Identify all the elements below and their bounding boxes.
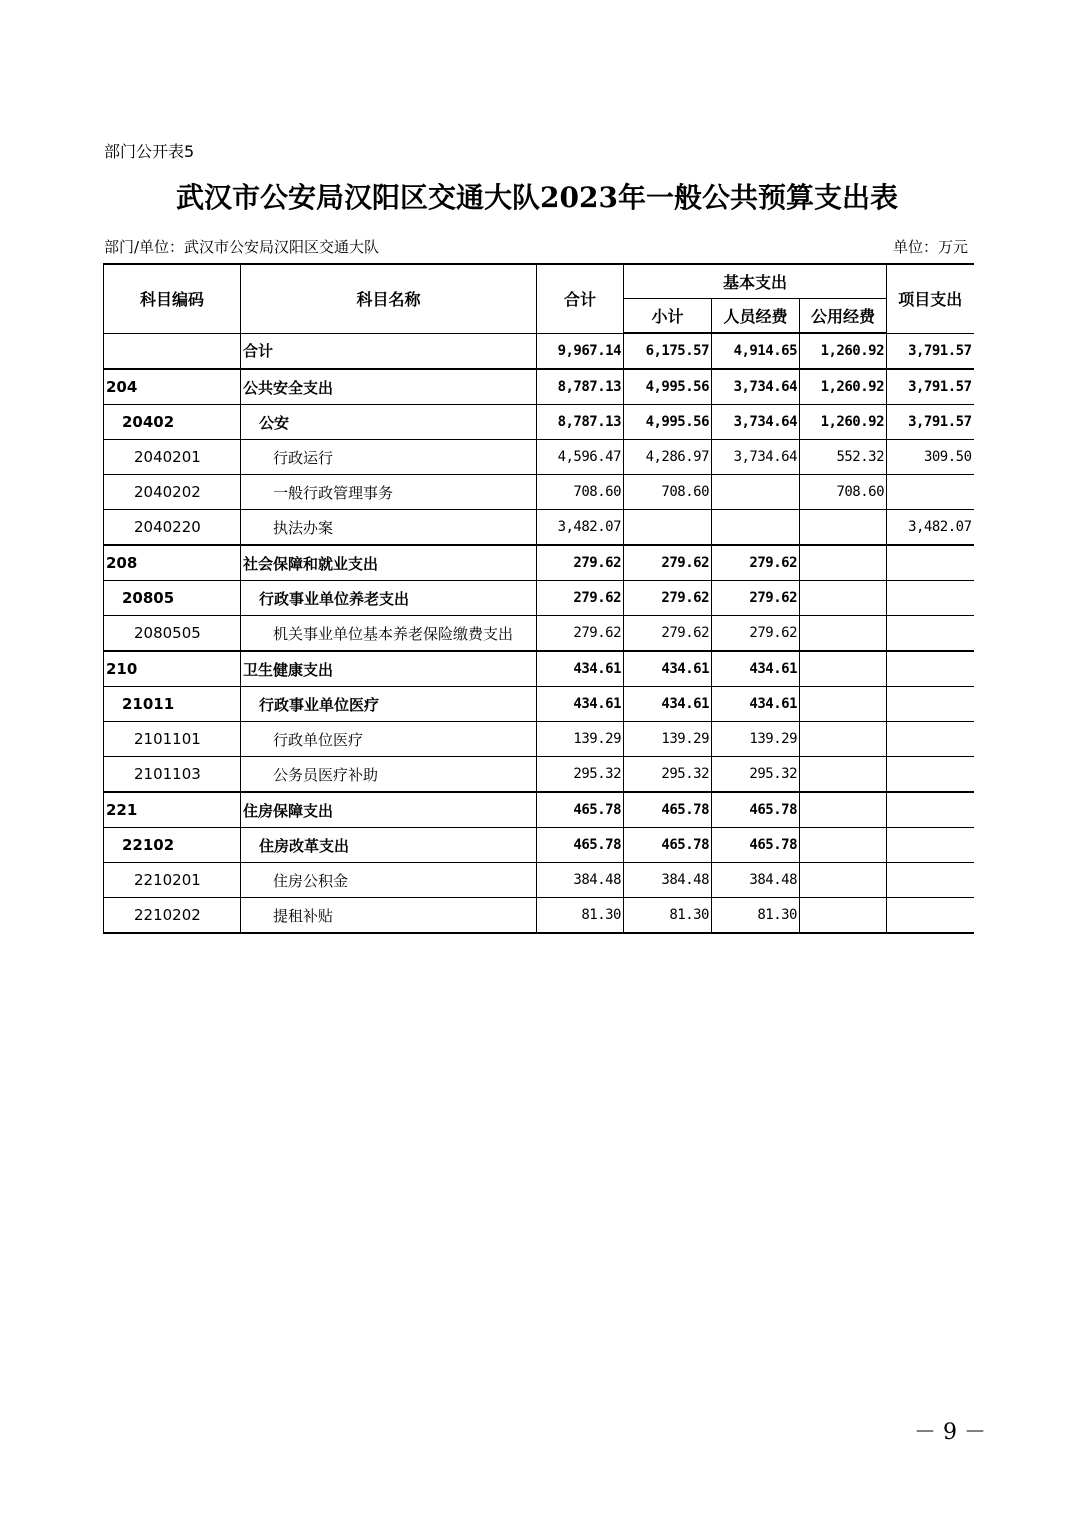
header-subtotal: 小计 xyxy=(624,299,712,334)
cell-total: 465.78 xyxy=(537,828,624,863)
header-basic: 基本支出 xyxy=(624,264,887,299)
cell-code: 2101103 xyxy=(104,757,241,793)
cell-public xyxy=(800,792,887,828)
cell-code: 204 xyxy=(104,369,241,405)
table-row xyxy=(104,687,974,722)
cell-project: 309.50 xyxy=(887,440,974,475)
table-row xyxy=(104,440,974,475)
cell-personnel: 465.78 xyxy=(712,792,800,828)
cell-personnel: 434.61 xyxy=(712,687,800,722)
cell-subtotal: 279.62 xyxy=(624,545,712,581)
form-label: 部门公开表5 xyxy=(104,142,195,161)
cell-project xyxy=(887,475,974,510)
cell-name: 公务员医疗补助 xyxy=(241,757,537,793)
cell-code: 221 xyxy=(104,792,241,828)
cell-name: 一般行政管理事务 xyxy=(241,475,537,510)
cell-project xyxy=(887,581,974,616)
cell-personnel xyxy=(712,475,800,510)
cell-personnel: 384.48 xyxy=(712,863,800,898)
cell-code xyxy=(104,333,241,369)
header-project: 项目支出 xyxy=(887,264,974,333)
table-row xyxy=(104,828,974,863)
cell-total: 8,787.13 xyxy=(537,405,624,440)
cell-project xyxy=(887,651,974,687)
cell-subtotal: 6,175.57 xyxy=(624,333,712,369)
cell-code: 2101101 xyxy=(104,722,241,757)
cell-personnel: 139.29 xyxy=(712,722,800,757)
cell-name: 行政单位医疗 xyxy=(241,722,537,757)
department-label: 部门/单位：武汉市公安局汉阳区交通大队 xyxy=(104,238,380,256)
budget-table xyxy=(103,263,974,934)
cell-subtotal: 4,995.56 xyxy=(624,369,712,405)
cell-name: 执法办案 xyxy=(241,510,537,546)
cell-total: 295.32 xyxy=(537,757,624,793)
cell-public: 1,260.92 xyxy=(800,405,887,440)
page-number: － 9 － xyxy=(914,1420,986,1445)
cell-project xyxy=(887,757,974,793)
table-row xyxy=(104,898,974,934)
cell-total: 434.61 xyxy=(537,651,624,687)
cell-name: 住房保障支出 xyxy=(241,792,537,828)
header-code: 科目编码 xyxy=(104,264,241,333)
cell-project xyxy=(887,545,974,581)
cell-project: 3,791.57 xyxy=(887,405,974,440)
cell-personnel: 279.62 xyxy=(712,581,800,616)
cell-personnel: 3,734.64 xyxy=(712,369,800,405)
cell-personnel xyxy=(712,510,800,546)
unit-label: 单位：万元 xyxy=(892,238,968,256)
cell-name: 住房改革支出 xyxy=(241,828,537,863)
cell-personnel: 434.61 xyxy=(712,651,800,687)
table-row xyxy=(104,722,974,757)
cell-code: 2040201 xyxy=(104,440,241,475)
header-personnel: 人员经费 xyxy=(712,299,800,334)
cell-project xyxy=(887,616,974,652)
cell-project xyxy=(887,828,974,863)
header-total: 合计 xyxy=(537,264,624,333)
table-row xyxy=(104,616,974,652)
table-row xyxy=(104,333,974,369)
cell-public xyxy=(800,581,887,616)
cell-total: 279.62 xyxy=(537,581,624,616)
cell-subtotal: 295.32 xyxy=(624,757,712,793)
cell-total: 139.29 xyxy=(537,722,624,757)
cell-name: 卫生健康支出 xyxy=(241,651,537,687)
table-row xyxy=(104,757,974,793)
header-public: 公用经费 xyxy=(800,299,887,334)
cell-project xyxy=(887,863,974,898)
cell-total: 9,967.14 xyxy=(537,333,624,369)
header-name: 科目名称 xyxy=(241,264,537,333)
cell-personnel: 279.62 xyxy=(712,616,800,652)
cell-subtotal: 4,995.56 xyxy=(624,405,712,440)
cell-name: 行政运行 xyxy=(241,440,537,475)
cell-subtotal: 81.30 xyxy=(624,898,712,934)
cell-public xyxy=(800,687,887,722)
cell-subtotal: 465.78 xyxy=(624,792,712,828)
cell-public xyxy=(800,863,887,898)
cell-personnel: 465.78 xyxy=(712,828,800,863)
cell-public xyxy=(800,757,887,793)
cell-project xyxy=(887,722,974,757)
cell-total: 434.61 xyxy=(537,687,624,722)
cell-total: 4,596.47 xyxy=(537,440,624,475)
cell-public: 552.32 xyxy=(800,440,887,475)
cell-total: 708.60 xyxy=(537,475,624,510)
cell-total: 8,787.13 xyxy=(537,369,624,405)
table-row xyxy=(104,475,974,510)
cell-name: 行政事业单位医疗 xyxy=(241,687,537,722)
cell-subtotal: 434.61 xyxy=(624,651,712,687)
cell-project xyxy=(887,898,974,934)
cell-code: 2080505 xyxy=(104,616,241,652)
cell-code: 2210201 xyxy=(104,863,241,898)
cell-personnel: 279.62 xyxy=(712,545,800,581)
cell-subtotal: 708.60 xyxy=(624,475,712,510)
cell-public xyxy=(800,616,887,652)
cell-code: 21011 xyxy=(104,687,241,722)
cell-project xyxy=(887,792,974,828)
cell-public xyxy=(800,545,887,581)
cell-public xyxy=(800,828,887,863)
cell-total: 279.62 xyxy=(537,545,624,581)
cell-total: 81.30 xyxy=(537,898,624,934)
cell-public xyxy=(800,510,887,546)
cell-project: 3,791.57 xyxy=(887,333,974,369)
table-row xyxy=(104,581,974,616)
cell-name: 机关事业单位基本养老保险缴费支出 xyxy=(241,616,537,652)
cell-code: 20805 xyxy=(104,581,241,616)
cell-subtotal: 384.48 xyxy=(624,863,712,898)
cell-subtotal: 279.62 xyxy=(624,581,712,616)
table-row xyxy=(104,510,974,546)
cell-name: 公安 xyxy=(241,405,537,440)
cell-personnel: 3,734.64 xyxy=(712,440,800,475)
cell-public xyxy=(800,898,887,934)
cell-code: 208 xyxy=(104,545,241,581)
cell-name: 行政事业单位养老支出 xyxy=(241,581,537,616)
table-row xyxy=(104,651,974,687)
cell-project: 3,791.57 xyxy=(887,369,974,405)
cell-name: 提租补贴 xyxy=(241,898,537,934)
cell-subtotal: 4,286.97 xyxy=(624,440,712,475)
cell-code: 2040220 xyxy=(104,510,241,546)
cell-code: 2210202 xyxy=(104,898,241,934)
cell-name: 社会保障和就业支出 xyxy=(241,545,537,581)
cell-name: 住房公积金 xyxy=(241,863,537,898)
cell-public: 1,260.92 xyxy=(800,333,887,369)
cell-name: 合计 xyxy=(241,333,537,369)
cell-subtotal: 279.62 xyxy=(624,616,712,652)
table-row xyxy=(104,405,974,440)
cell-project xyxy=(887,687,974,722)
cell-subtotal xyxy=(624,510,712,546)
cell-subtotal: 139.29 xyxy=(624,722,712,757)
cell-total: 3,482.07 xyxy=(537,510,624,546)
cell-total: 384.48 xyxy=(537,863,624,898)
table-row xyxy=(104,792,974,828)
cell-public: 1,260.92 xyxy=(800,369,887,405)
table-row xyxy=(104,863,974,898)
cell-personnel: 3,734.64 xyxy=(712,405,800,440)
cell-code: 2040202 xyxy=(104,475,241,510)
cell-name: 公共安全支出 xyxy=(241,369,537,405)
cell-personnel: 4,914.65 xyxy=(712,333,800,369)
cell-subtotal: 434.61 xyxy=(624,687,712,722)
cell-personnel: 81.30 xyxy=(712,898,800,934)
cell-total: 279.62 xyxy=(537,616,624,652)
cell-public xyxy=(800,722,887,757)
cell-subtotal: 465.78 xyxy=(624,828,712,863)
page-title: 武汉市公安局汉阳区交通大队2023年一般公共预算支出表 xyxy=(176,181,898,214)
cell-code: 22102 xyxy=(104,828,241,863)
cell-project: 3,482.07 xyxy=(887,510,974,546)
cell-total: 465.78 xyxy=(537,792,624,828)
cell-public: 708.60 xyxy=(800,475,887,510)
table-row xyxy=(104,545,974,581)
cell-code: 20402 xyxy=(104,405,241,440)
table-body xyxy=(104,333,974,933)
cell-public xyxy=(800,651,887,687)
table-row xyxy=(104,369,974,405)
cell-personnel: 295.32 xyxy=(712,757,800,793)
cell-code: 210 xyxy=(104,651,241,687)
